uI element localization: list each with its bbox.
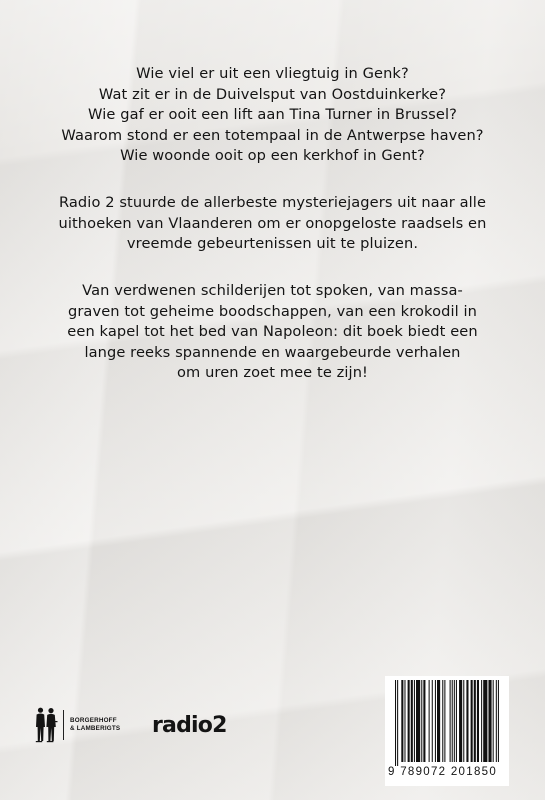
isbn-number: 9 789072 201850 (388, 766, 498, 778)
barcode-bar (454, 680, 455, 762)
barcode-bar (404, 680, 405, 762)
barcode-bar (471, 680, 473, 762)
barcode-bar (496, 680, 497, 762)
publisher-name (70, 717, 120, 733)
intro-line: vreemde gebeurtenissen uit te pluizen. (126, 235, 419, 253)
intro-line: uithoeken van Vlaanderen om er onopgeloste raadsels en (58, 214, 487, 232)
intro-line: Radio 2 stuurde de allerbeste mysteriejagers uit naar alle (58, 194, 487, 211)
barcode-bar (423, 680, 425, 762)
barcode-bar (483, 680, 487, 762)
isbn-barcode (385, 676, 509, 786)
publisher-name-line-1: BORGERHOFF (70, 717, 117, 724)
barcode-bar (466, 680, 468, 762)
logo-divider (63, 710, 64, 740)
question-line: Wie gaf er ooit een lift aan Tina Turner in Brussel? (88, 106, 457, 124)
description-paragraph (40, 281, 505, 384)
description-line: om uren zoet mee te zijn! (176, 364, 369, 382)
barcode-bar (463, 680, 464, 762)
barcode-bar (481, 680, 482, 762)
barcode-bar (456, 680, 457, 762)
publisher-name-line-2: & LAMBERIGTS (70, 725, 121, 732)
barcode-bar (452, 680, 453, 762)
question-line: Waarom stond er een totempaal in de Antwerpse haven? (61, 126, 484, 144)
barcode-bar (414, 680, 415, 762)
description-line: graven tot geheime boodschappen, van een krokodil in (67, 302, 478, 320)
radio2-logo: radio2 (152, 713, 227, 738)
question-line: Wie woonde ooit op een kerkhof in Gent? (120, 147, 425, 165)
barcode-bar (411, 680, 413, 762)
barcode-bar (459, 680, 462, 762)
barcode-bar (421, 680, 422, 762)
barcode-bar (474, 680, 476, 762)
barcode-bar (395, 680, 396, 766)
question-line: Wat zit er in de Duivelsput van Oostduinkerke? (98, 85, 447, 103)
intro-paragraph (40, 193, 505, 255)
barcode-bar (408, 680, 410, 762)
barcode-bar (442, 680, 443, 762)
description-line: lange reeks spannende en waargebeurde verhalen (84, 343, 461, 361)
two-figures-icon (33, 707, 59, 743)
barcode-bar (432, 680, 433, 762)
barcode-bar (429, 680, 430, 762)
publisher-logo (33, 707, 120, 743)
barcode-bar (477, 680, 479, 762)
barcode-bar (435, 680, 436, 762)
barcode-bar (450, 680, 451, 762)
barcode-bar (444, 680, 445, 762)
barcode-bar (488, 680, 491, 762)
barcode-bar (401, 680, 403, 762)
description-line: een kapel tot het bed van Napoleon: dit boek biedt een (67, 323, 478, 341)
barcode-bar (397, 680, 398, 766)
question-line: Wie viel er uit een vliegtuig in Genk? (136, 65, 409, 82)
teaser-questions (40, 64, 505, 167)
barcode-bar (498, 680, 499, 762)
barcode-bar (416, 680, 420, 762)
barcode-bar (493, 680, 494, 762)
description-line: Van verdwenen schilderijen tot spoken, van massa- (82, 282, 463, 299)
barcode-bars (395, 680, 501, 766)
barcode-bar (437, 680, 440, 762)
